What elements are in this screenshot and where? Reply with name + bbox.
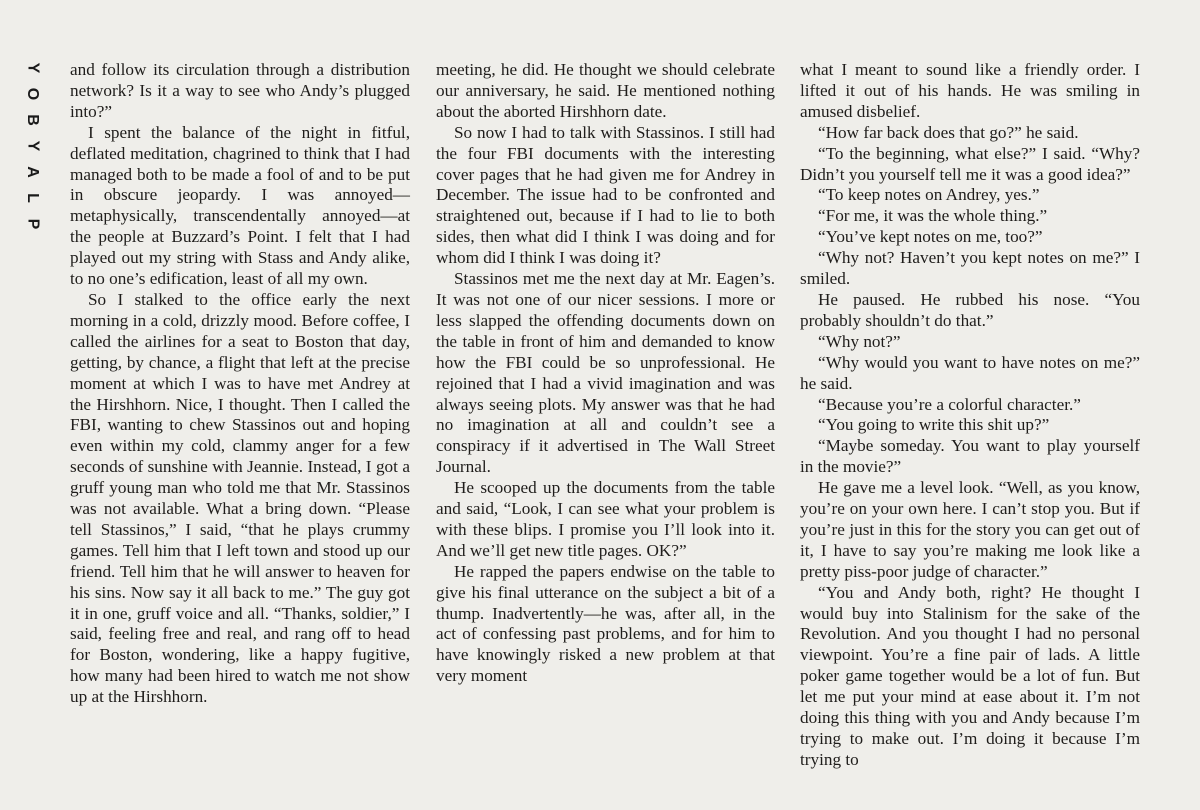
paragraph: “Why would you want to have notes on me?” he said.: [800, 352, 1140, 393]
paragraph: “For me, it was the whole thing.”: [818, 206, 1048, 226]
magazine-name-letter: Y: [23, 140, 41, 152]
magazine-name-letter: O: [23, 87, 41, 101]
text-column-3: [800, 60, 1140, 771]
paragraph: “You and Andy both, right? He thought I would buy into Stalinism for the sake of the Revolution. And you thought I had no personal viewpoint. You’re a fine pair of lads. A little poker game together would be a lot of fun. But let me put your mind at ease about it. I’m not doing this thing with you and Andy because I’m trying to make out. I’m doing it because I’m trying to: [800, 582, 1140, 769]
paragraph: and follow its circulation through a distribution network? Is it a way to see who Andy’s plugged into?”: [70, 60, 410, 121]
magazine-name-letter: A: [24, 166, 41, 178]
paragraph: He paused. He rubbed his nose. “You probably shouldn’t do that.”: [800, 289, 1140, 330]
paragraph: “Why not? Haven’t you kept notes on me?” I smiled.: [800, 248, 1140, 289]
paragraph: “To the beginning, what else?” I said. “Why? Didn’t you yourself tell me it was a good idea?”: [800, 143, 1140, 184]
magazine-name-letter: Y: [23, 62, 41, 74]
magazine-name-letter: L: [24, 193, 41, 203]
paragraph: what I meant to sound like a friendly order. I lifted it out of his hands. He was smiling in amused disbelief.: [800, 60, 1140, 121]
paragraph: meeting, he did. He thought we should celebrate our anniversary, he said. He mentioned nothing about the aborted Hirshhorn date.: [436, 60, 775, 121]
paragraph: “Why not?”: [818, 331, 901, 351]
paragraph: “Maybe someday. You want to play yourself in the movie?”: [800, 436, 1140, 477]
paragraph: “To keep notes on Andrey, yes.”: [818, 185, 1040, 205]
paragraph: He rapped the papers endwise on the table to give his final utterance on the subject a bit of a thump. Inadvertently—he was, after all, in the act of confessing past problems, and for him to have knowingly risked a new problem at that very moment: [436, 561, 775, 686]
paragraph: “How far back does that go?” he said.: [818, 122, 1079, 142]
paragraph: “You’ve kept notes on me, too?”: [818, 227, 1043, 247]
paragraph: He gave me a level look. “Well, as you know, you’re on your own here. I can’t stop you. But if you’re just in this for the story you can get out of it, I have to say you’re making me look like a pretty piss-poor judge of character.”: [800, 478, 1140, 581]
paragraph: So now I had to talk with Stassinos. I still had the four FBI documents with the interesting cover pages that he had given me for Andrey in December. The issue had to be confronted and straightened out, because if I had to lie to both sides, then what did I think I was doing and for whom did I think I was doing it?: [436, 122, 775, 268]
paragraph: I spent the balance of the night in fitful, deflated meditation, chagrined to think that I had managed both to be made a fool of and to be put in obscure jeopardy. I was annoyed—metaphysically, transcendentally annoyed—at the people at Buzzard’s Point. I felt that I had played out my string with Stass and Andy alike, to no one’s edification, least of all my own.: [70, 122, 410, 289]
text-column-1: [70, 60, 410, 708]
paragraph: “Because you’re a colorful character.”: [818, 394, 1081, 414]
paragraph: “You going to write this shit up?”: [818, 415, 1050, 435]
magazine-name-vertical: [22, 60, 42, 232]
magazine-name-letter: B: [24, 114, 41, 126]
paragraph: So I stalked to the office early the next morning in a cold, drizzly mood. Before coffee, I called the airlines for a seat to Boston that day, getting, by chance, a flight that left at the precise moment at which I was to have met Andrey at the Hirshhorn. Nice, I thought. Then I called the FBI, wanting to chew Stassinos out and hoping even within my cold, clammy anger for a few seconds of sunshine with Jeannie. Instead, I got a gruff young man who told me that Mr. Stassinos was not available. What a bring down. “Please tell Stassinos,” I said, “that he plays crummy games. Tell him that I left town and stood up our friend. Tell him that he will answer to heaven for his sins. Now say it all back to me.” The guy got it in one, gruff voice and all. “Thanks, soldier,” I said, feeling free and real, and rang off to head for Boston, wondering, like a happy fugitive, how many had been hired to watch me not show up at the Hirshhorn.: [70, 289, 410, 707]
paragraph: Stassinos met me the next day at Mr. Eagen’s. It was not one of our nicer sessions. I more or less slapped the offending documents down on the table in front of him and demanded to know how the FBI could be so unprofessional. He rejoined that I had a vivid imagination and was always seeing plots. My answer was that he had no imagination at all and couldn’t see a conspiracy if it advertised in The Wall Street Journal.: [436, 269, 775, 477]
paragraph: He scooped up the documents from the table and said, “Look, I can see what your problem is with these blips. I promise you I’ll look into it. And we’ll get new title pages. OK?”: [436, 478, 775, 560]
text-column-2: [436, 60, 775, 687]
magazine-name-letter: P: [23, 218, 41, 230]
